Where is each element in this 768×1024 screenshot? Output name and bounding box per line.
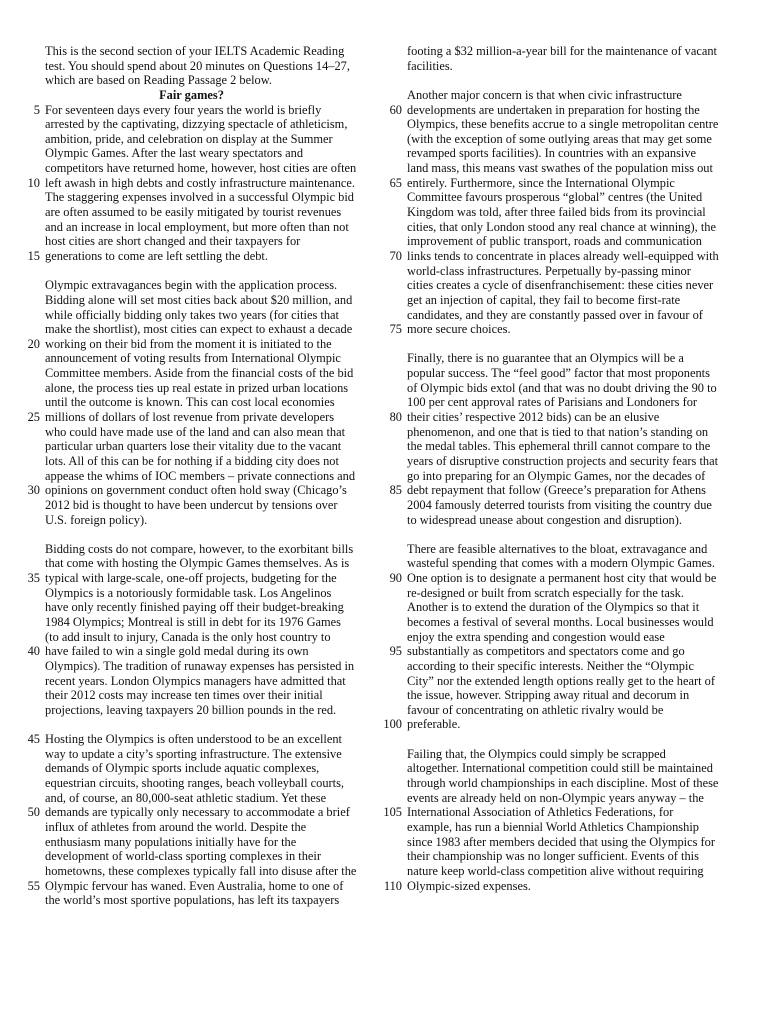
line-text: go into preparing for an Olympic Games, nor the decades of [407,468,706,483]
line-text: International Association of Athletics Federations, for [407,805,674,820]
line-text: candidates, and they are constantly passed over in favour of [407,307,703,322]
text-line [380,834,715,850]
line-text: Bidding costs do not compare, however, to the exorbitant bills [45,541,354,556]
text-line [380,395,700,410]
paragraph-gap [18,717,338,732]
line-text: development of world-class sporting complexes in their [45,849,321,864]
text-line [18,380,349,396]
line-text: Olympic Games. After the last weary spectators and [45,146,304,161]
line-text: events are already held on non-Olympic years anyway – the [407,790,704,805]
line-text: land mass, this means vast swathes of the population miss out [407,161,713,176]
line-text: enthusiasm many populations initially have for the [45,834,297,849]
line-text: and an increase in local employment, but more often than not [45,219,349,234]
line-text: announcement of voting results from International Olympic [45,351,341,366]
text-line [380,614,714,630]
text-line [380,307,703,323]
text-line [18,820,338,835]
paragraph-gap [380,73,700,88]
line-text: projections, leaving taxpayers 20 billion pounds in the red. [45,702,337,717]
text-line [18,424,346,440]
line-text: their championship was no longer sufficient. Events of this [407,849,699,864]
line-text: improvement of public transport, roads and communication [407,234,702,249]
text-line [18,835,338,850]
line-number: 85 [389,483,402,498]
text-line [380,380,717,396]
text-line [380,293,700,308]
line-number: 10 [27,175,40,190]
line-text: altogether. International competition could still be maintained [407,761,713,776]
line-text: Committee members. Aside from the financial costs of the bid [45,366,354,381]
text-line [380,541,708,557]
text-line [18,805,350,820]
text-line [18,673,346,689]
text-line [18,146,338,161]
text-line [18,439,342,454]
line-text: example, has run a biennial World Athletics Championship [407,819,699,834]
line-text: Hosting the Olympics is often understood to be an excellent [45,732,342,747]
text-line [18,454,338,469]
text-line [380,366,710,381]
line-text: links tends to concentrate in places already well-equipped with [407,248,719,263]
text-line [380,103,700,118]
line-number: 5 [33,102,40,117]
line-text: Kingdom was told, after three failed bids from its provincial [407,205,706,220]
text-line [18,175,356,191]
line-text: There are feasible alternatives to the bloat, extravagance and [407,541,708,556]
paragraph-gap [18,264,338,279]
text-line [380,117,719,132]
line-text: Another is to extend the duration of the Olympics so that it [407,600,700,615]
text-line [380,863,704,879]
text-line [380,248,719,264]
text-line [18,44,345,59]
line-text: revamped sports facilities). In countries with an expansive [407,146,697,161]
line-text: their cities’ respective 2012 bids) can be an elusive [407,410,660,425]
line-text: more secure choices. [407,322,511,337]
text-line [18,351,341,366]
text-line [380,351,700,366]
text-line [380,439,711,454]
text-line [18,761,338,776]
line-text: through world championships in each discipline. Most of these [407,776,719,791]
line-text: Committee favours prosperous “global” centres (the United [407,190,703,205]
line-text: wasteful spending that comes with a modern Olympic Games. [407,556,715,571]
text-line [380,44,717,59]
text-line [18,644,338,659]
text-line [380,600,700,615]
line-text: years of disruptive construction projects and security fears that [407,453,719,468]
line-text: the world’s most sportive populations, has left its taxpayers [45,893,340,908]
line-text: nature keep world-class competition alive without requiring [407,863,704,878]
line-text: opinions on government conduct often hold sway (Chicago’s [45,483,347,498]
text-line [380,131,712,147]
line-text: Olympics). The tradition of runaway expenses has persisted in [45,658,355,673]
text-line [380,205,706,220]
line-text: Olympics, these benefits accrue to a single metropolitan centre [407,117,719,132]
line-text: Olympic-sized expenses. [407,878,531,893]
line-text: phenomenon, and one that is tied to that nation’s standing on [407,424,709,439]
line-text: Olympic fervour has waned. Even Australia, home to one of [45,878,344,893]
text-line [18,58,350,74]
text-line [18,746,342,762]
line-number: 80 [389,410,402,425]
line-text: Another major concern is that when civic infrastructure [407,87,682,102]
line-text: appease the whims of IOC members – private connections and [45,468,356,483]
line-text: since 1983 after members decided that using the Olympics for [407,834,715,849]
line-text: until the outcome is known. This can cost local economies [45,395,335,410]
text-line [380,761,713,776]
line-text: to widespread unease about congestion and disruption). [407,512,682,527]
text-line [380,879,700,894]
line-text: make the shortlist), most cities can expect to exhaust a decade [45,322,353,337]
line-text: working on their bid from the moment it is initiated to the [45,336,332,351]
line-text: host cities are short changed and their taxpayers for [45,234,301,249]
text-line [380,673,715,689]
line-number: 105 [383,805,402,820]
line-text: get an injection of capital, they fail to become first-rate [407,292,681,307]
text-line [380,219,716,235]
line-text: and, of course, an 80,000-seat athletic stadium. Yet these [45,790,327,805]
text-line [18,322,353,337]
line-text: generations to come are left settling the debt. [45,248,268,263]
line-text: demands are typically only necessary to accommodate a brief [45,805,350,820]
line-text: Olympic extravagances begin with the application process. [45,278,338,293]
text-line [380,513,700,528]
line-text: Finally, there is no guarantee that an Olympics will be a [407,351,684,366]
line-text: demands of Olympic sports include aquatic complexes, [45,761,320,776]
text-line [380,820,700,835]
text-line [18,103,338,118]
line-text: 2012 bid is thought to have been undercut by tensions over [45,497,338,512]
text-line [18,878,344,894]
line-text: typical with large-scale, one-off projects, budgeting for the [45,571,337,586]
text-line [380,190,703,205]
text-line [380,468,706,484]
line-text: substantially as competitors and spectators come and go [407,644,685,659]
text-line [18,586,338,601]
line-text: U.S. foreign policy). [45,512,148,527]
left-text-column [18,44,357,908]
line-text: hometowns, these complexes typically fall into disuse after the [45,863,357,878]
line-text: (with the exception of some outlying areas that may get some [407,131,712,146]
line-text: lots. All of this can be for nothing if a bidding city does not [45,453,339,468]
line-number: 75 [389,322,402,337]
text-line [380,161,713,176]
text-line [380,234,700,249]
line-text: 2004 famously deterred tourists from visiting the country due [407,497,712,512]
line-text: which are based on Reading Passage 2 below. [45,73,272,88]
text-line [18,410,338,425]
text-line [18,863,357,879]
line-text: entirely. Furthermore, since the International Olympic [407,175,675,190]
text-line [18,541,354,557]
right-text-column [380,44,719,893]
line-text: developments are undertaken in preparation for hosting the [407,102,700,117]
line-text: footing a $32 million-a-year bill for the maintenance of vacant [407,44,717,58]
text-line [18,732,342,747]
text-line [380,176,700,191]
line-number: 45 [27,732,40,747]
text-line [380,571,717,586]
text-line [18,468,356,484]
text-line [380,497,712,513]
text-line [380,278,714,293]
paragraph-gap [18,527,338,542]
line-text: One option is to designate a permanent host city that would be [407,571,717,586]
paragraph-gap [380,337,700,352]
line-number: 60 [389,102,402,117]
line-text: have only recently finished paying off their budget-breaking [45,600,344,615]
line-text: left awash in high debts and costly infrastructure maintenance. [45,175,356,190]
line-number: 35 [27,571,40,586]
text-line [380,805,700,820]
text-line [18,395,338,410]
line-text: ambition, pride, and celebration on display at the Summer [45,131,333,146]
line-text: the medal tables. This ephemeral thrill cannot compare to the [407,439,711,454]
text-line [18,308,338,323]
line-text: their 2012 costs may increase ten times over their initial [45,688,323,703]
text-line [380,88,700,103]
text-line [18,219,349,235]
text-line [18,893,338,908]
text-line [380,849,700,864]
text-line [380,776,719,791]
text-line [18,73,338,88]
line-text: world-class infrastructures. Perpetually by-passing minor [407,263,691,278]
text-line [380,630,700,645]
text-line [18,205,342,220]
line-text: 100 per cent approval rates of Parisians and Londoners for [407,395,698,410]
line-text: debt repayment that follow (Greece’s preparation for Athens [407,483,706,498]
line-text: 1984 Olympics; Montreal is still in debt for its 1976 Games [45,614,341,629]
line-text: (to add insult to injury, Canada is the only host country to [45,629,331,644]
text-line [380,703,700,718]
line-number: 90 [389,571,402,586]
line-number: 110 [383,878,402,893]
text-line [380,556,715,571]
line-text: alone, the process ties up real estate in prized urban locations [45,380,349,395]
text-line [380,790,704,806]
line-text: enjoy the extra spending and congestion would ease [407,629,665,644]
line-text: re-designed or built from scratch especially for the task. [407,585,684,600]
line-text: way to update a city’s sporting infrastructure. The extensive [45,746,342,761]
line-text: of Olympic bids extol (and that was no doubt driving the 90 to [407,380,717,395]
line-text: millions of dollars of lost revenue from private developers [45,410,335,425]
line-number: 65 [389,175,402,190]
line-text: The staggering expenses involved in a successful Olympic bid [45,190,355,205]
line-number: 55 [27,878,40,893]
line-text: the issue, however. Stripping away ritual and decorum in [407,688,690,703]
line-text: becomes a festival of several months. Local businesses would [407,614,714,629]
line-number: 20 [27,336,40,351]
line-number: 40 [27,644,40,659]
line-number: 100 [383,717,402,732]
line-number: 15 [27,248,40,263]
line-number: 50 [27,805,40,820]
line-text: arrested by the captivating, dizzying spectacle of athleticism, [45,117,348,132]
line-text: This is the second section of your IELTS Academic Reading [45,44,345,58]
paragraph-gap [380,732,700,747]
line-number: 25 [27,410,40,425]
text-line [380,453,719,469]
text-line [18,337,338,352]
text-line [380,322,700,337]
text-line [18,600,344,615]
line-text: For seventeen days every four years the world is briefly [45,102,322,117]
text-line [380,59,700,74]
line-text: Failing that, the Olympics could simply be scrapped [407,746,666,761]
line-text: preferable. [407,717,461,732]
line-text: test. You should spend about 20 minutes on Questions 14–27, [45,58,350,73]
line-text: Olympics is a notoriously formidable task. Los Angelinos [45,585,332,600]
text-line [18,483,347,498]
line-text: that come with hosting the Olympic Games themselves. As is [45,556,350,571]
line-text: competitors have returned home, however, host cities are often [45,161,357,176]
text-line [18,234,338,249]
text-line [18,513,338,528]
text-line [18,190,355,205]
text-line [18,292,353,308]
text-line [380,146,700,161]
text-line [380,586,700,601]
text-line [18,498,338,513]
text-line [18,688,338,703]
text-line [18,132,338,147]
text-line [380,424,709,440]
line-text: popular success. The “feel good” factor that most proponents [407,366,710,381]
line-text: who could have made use of the land and can also mean that [45,424,346,439]
line-number: 30 [27,483,40,498]
text-line [380,410,700,425]
line-text: recent years. London Olympics managers have admitted that [45,673,346,688]
text-line [18,556,350,571]
line-text: equestrian circuits, shooting ranges, beach volleyball courts, [45,776,345,791]
line-text: City” nor the extended length options really get to the heart of [407,673,715,688]
text-line [18,278,338,293]
line-text: while officially bidding only takes two years (for cities that [45,307,339,322]
text-line [18,791,338,806]
text-line [18,703,338,718]
text-line [380,483,706,498]
line-text: facilities. [407,58,453,73]
text-line [18,776,345,791]
text-line [18,630,338,645]
text-line [380,747,700,762]
line-text: cities creates a cycle of disenfranchisement: these cities never [407,278,714,293]
text-line [380,659,700,674]
text-line [18,161,357,176]
text-line [380,644,700,659]
text-line [18,117,348,132]
text-line [18,366,354,381]
line-number: 95 [389,644,402,659]
line-text: Fair games? [159,87,224,102]
line-text: are often assumed to be easily mitigated by tourist revenues [45,205,342,220]
text-line [18,849,338,864]
line-text: Bidding alone will set most cities back about $20 million, and [45,292,353,307]
passage-title [18,88,338,103]
line-text: influx of athletes from around the world. Despite the [45,819,307,834]
text-line [18,249,338,264]
text-line [380,688,700,703]
text-line [18,571,338,586]
text-line [380,264,700,279]
paragraph-gap [380,527,700,542]
text-line [380,717,700,732]
line-text: favour of concentrating on athletic rivalry would be [407,702,664,717]
line-number: 70 [389,248,402,263]
text-line [18,614,341,630]
text-line [18,658,355,674]
line-text: according to their specific interests. Neither the “Olympic [407,658,694,673]
line-text: have failed to win a single gold medal during its own [45,644,309,659]
line-text: particular urban quarters lose their vitality due to the vacant [45,439,342,454]
line-text: cities, that only London stood any real chance at winning), the [407,219,716,234]
